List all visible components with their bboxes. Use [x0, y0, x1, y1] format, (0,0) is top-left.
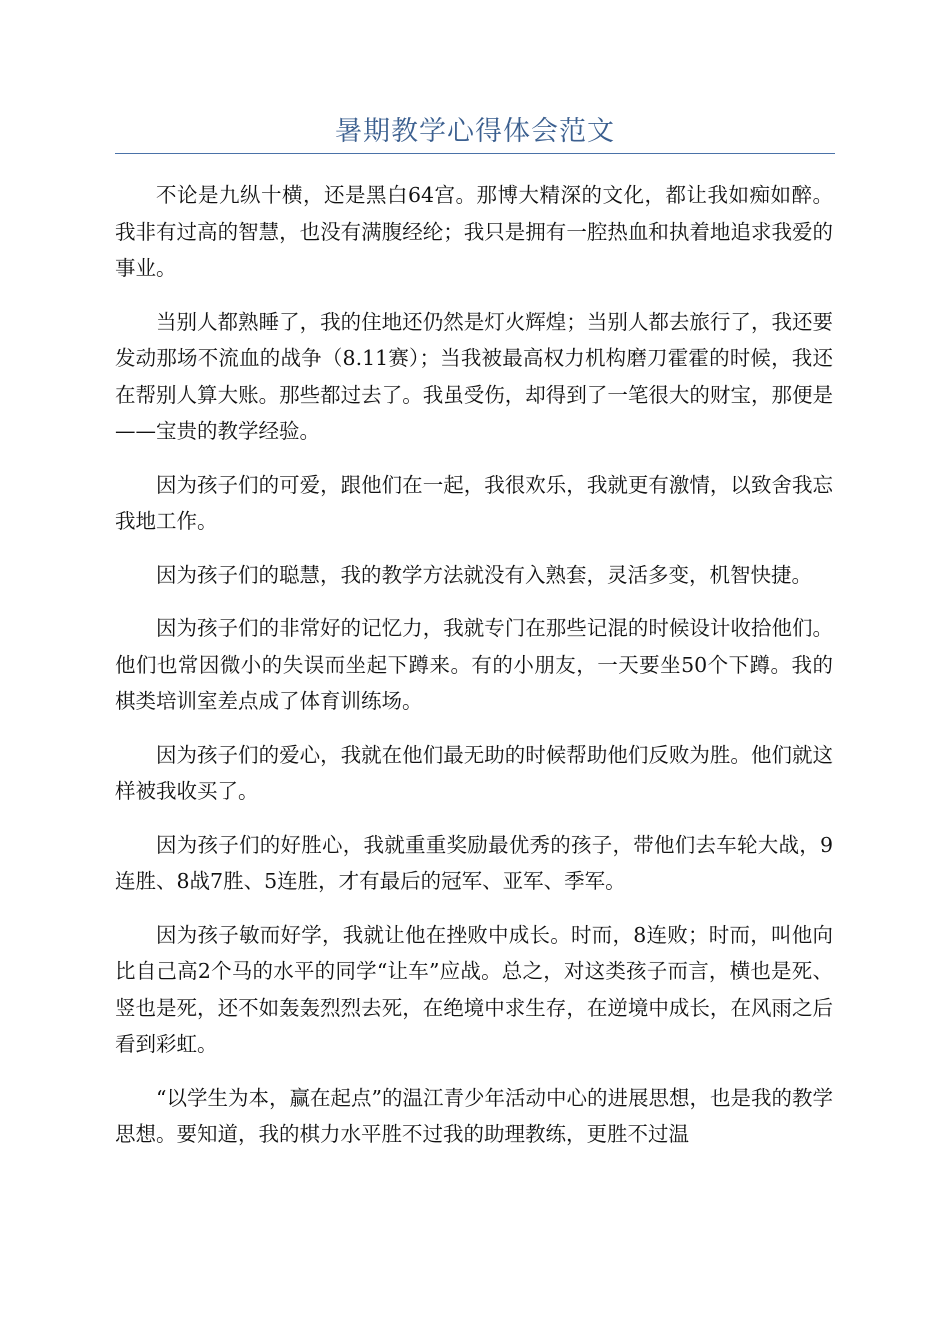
document-body	[115, 177, 833, 1170]
title-underline	[115, 153, 835, 154]
paragraph-8: 因为孩子敏而好学，我就让他在挫败中成长。时而，8连败；时而，叫他向比自己高2个马的水平的同学“让车”应战。总之，对这类孩子而言，横也是死、竖也是死，还不如轰轰烈烈去死，在绝境中求生存，在逆境中成长，在风雨之后看到彩虹。	[115, 922, 833, 1056]
paragraph-5: 因为孩子们的非常好的记忆力，我就专门在那些记混的时候设计收拾他们。他们也常因微小的失误而坐起下蹲来。有的小朋友，一天要坐50个下蹲。我的棋类培训室差点成了体育训练场。	[115, 616, 833, 713]
paragraph-9: “以学生为本，赢在起点”的温江青少年活动中心的进展思想，也是我的教学思想。要知道，我的棋力水平胜不过我的助理教练，更胜不过温	[115, 1085, 833, 1146]
paragraph-1: 不论是九纵十横，还是黑白64宫。那博大精深的文化，都让我如痴如醉。我非有过高的智慧，也没有满腹经纶；我只是拥有一腔热血和执着地追求我爱的事业。	[115, 183, 833, 280]
paragraph-2: 当别人都熟睡了，我的住地还仍然是灯火辉煌；当别人都去旅行了，我还要发动那场不流血的战争（8.11赛）；当我被最高权力机构磨刀霍霍的时候，我还在帮别人算大账。那些都过去了。我虽受伤，却得到了一笔很大的财宝，那便是——宝贵的教学经验。	[115, 309, 833, 443]
document-title: 暑期教学心得体会范文	[335, 116, 615, 147]
paragraph-6: 因为孩子们的爱心，我就在他们最无助的时候帮助他们反败为胜。他们就这样被我收买了。	[115, 742, 833, 803]
paragraph-7: 因为孩子们的好胜心，我就重重奖励最优秀的孩子，带他们去车轮大战，9连胜、8战7胜、5连胜，才有最后的冠军、亚军、季军。	[115, 832, 833, 893]
paragraph-4: 因为孩子们的聪慧，我的教学方法就没有入熟套，灵活多变，机智快捷。	[156, 562, 812, 587]
paragraph-3: 因为孩子们的可爱，跟他们在一起，我很欢乐，我就更有激情，以致舍我忘我地工作。	[115, 472, 833, 533]
